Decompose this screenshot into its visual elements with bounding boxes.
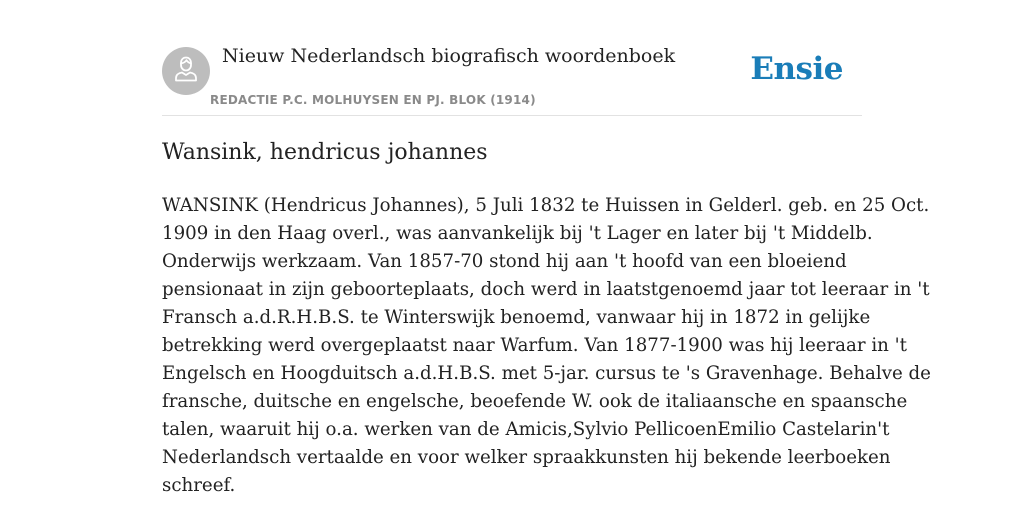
entry-body-line: talen, waaruit hij o.a. werken van de Amicis,Sylvio PellicoenEmilio Castelarin't: [162, 419, 890, 440]
entry-body-line: Engelsch en Hoogduitsch a.d.H.B.S. met 5-jar. cursus te 's Gravenhage. Behalve de: [162, 363, 931, 384]
entry-body-line: 1909 in den Haag overl., was aanvankelijk bij 't Lager en later bij 't Middelb.: [162, 223, 873, 244]
entry-title: Wansink, hendricus johannes: [162, 140, 488, 165]
entry-body-line: pensionaat in zijn geboorteplaats, doch werd in laatstgenoemd jaar tot leeraar in 't: [162, 279, 930, 300]
entry-body-line: Fransch a.d.R.H.B.S. te Winterswijk benoemd, vanwaar hij in 1872 in gelijke: [162, 307, 871, 328]
entry-body-line: betrekking werd overgeplaatst naar Warfum. Van 1877-1900 was hij leeraar in 't: [162, 335, 907, 356]
entry-body-line: schreef.: [162, 475, 236, 496]
entry-body-line: WANSINK (Hendricus Johannes), 5 Juli 1832 te Huissen in Gelderl. geb. en 25 Oct.: [162, 195, 930, 216]
user-icon: [173, 55, 199, 88]
entry-body-line: Onderwijs werkzaam. Van 1857-70 stond hij aan 't hoofd van een bloeiend: [162, 251, 847, 272]
source-subtitle: REDACTIE P.C. MOLHUYSEN EN PJ. BLOK (1914): [210, 93, 536, 107]
avatar[interactable]: [162, 47, 210, 95]
entry-body: [162, 192, 931, 500]
source-title[interactable]: Nieuw Nederlandsch biografisch woordenboek: [222, 45, 676, 67]
brand-logo[interactable]: Ensie: [750, 51, 843, 87]
entry-body-line: Nederlandsch vertaalde en voor welker spraakkunsten hij bekende leerboeken: [162, 447, 891, 468]
entry-body-line: fransche, duitsche en engelsche, beoefende W. ook de italiaansche en spaansche: [162, 391, 908, 412]
header-divider: [162, 115, 862, 116]
